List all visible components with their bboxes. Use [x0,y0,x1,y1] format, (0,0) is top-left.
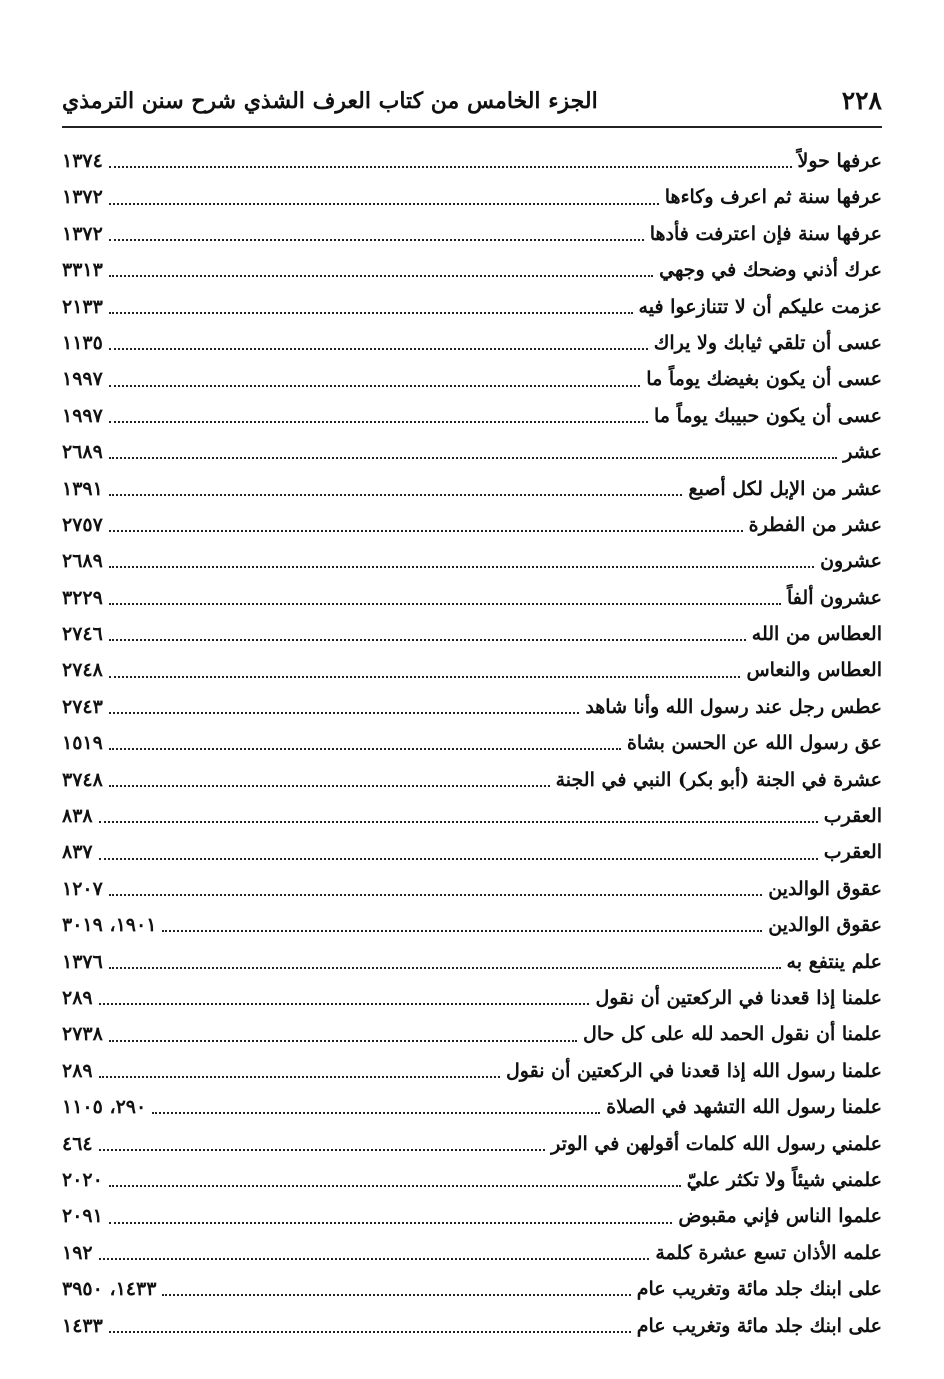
dot-leader [99,1003,590,1005]
entry-text: عزمت عليكم أن لا تتنازعوا فيه [638,295,882,318]
dot-leader [109,676,741,678]
entry-page-refs: ١٩٢ [62,1241,93,1264]
entry-page-refs: ١٣٩١ [62,477,103,500]
index-entry [62,616,882,652]
entry-page-refs: ٢٧٤٣ [62,695,103,718]
entry-page-refs: ٢٩٠، ١١٠٥ [62,1096,147,1119]
index-entry [62,871,882,907]
index-entry [62,471,882,507]
entry-text: على ابنك جلد مائة وتغريب عام [636,1278,882,1301]
entry-page-refs: ١٣٧٦ [62,950,103,973]
entry-page-refs: ١٢٠٧ [62,877,103,900]
dot-leader [109,421,648,423]
dot-leader [109,239,644,241]
entry-text: العقرب [823,841,882,864]
entry-page-refs: ١٣٧٢ [62,222,103,245]
entry-page-refs: ١٩٩٧ [62,404,103,427]
dot-leader [99,1149,545,1151]
dot-leader [152,1112,600,1114]
entry-page-refs: ٨٣٨ [62,805,93,828]
entry-page-refs: ٢٧٣٨ [62,1023,103,1046]
index-entry [62,798,882,834]
entry-page-refs: ٢١٣٣ [62,295,103,318]
entry-text: عرفها حولاً [797,150,882,172]
entry-page-refs: ١١٣٥ [62,331,103,354]
entry-text: علمني رسول الله كلمات أقولهن في الوتر [551,1132,882,1155]
dot-leader [109,1222,673,1224]
dot-leader [109,203,659,205]
entry-text: عشرة في الجنة (أبو بكر) النبي في الجنة [555,768,882,791]
index-entry [62,762,882,798]
index-entry [62,1126,882,1162]
entry-page-refs: ٢٦٨٩ [62,550,103,573]
entry-text: علمني شيئاً ولا تكثر عليّ [686,1168,882,1191]
index-entry [62,179,882,215]
dot-leader [109,530,743,532]
book-title: الجزء الخامس من كتاب العرف الشذي شرح سنن الترمذي [62,88,598,114]
entry-text: على ابنك جلد مائة وتغريب عام [636,1314,882,1337]
entry-text: عشر من الفطرة [748,513,882,536]
dot-leader [109,712,579,714]
dot-leader [109,312,633,314]
index-entry [62,652,882,688]
dot-leader [109,1040,577,1042]
dot-leader [162,1294,630,1296]
entry-page-refs: ٤٦٤ [62,1132,93,1155]
entry-text: العطاس والنعاس [746,659,882,682]
entry-text: علم ينتفع به [786,950,882,973]
index-entry [62,325,882,361]
entry-page-refs: ٢٦٨٩ [62,441,103,464]
entry-page-refs: ٢٠٢٠ [62,1168,103,1191]
index-entry [62,689,882,725]
index-entry [62,1271,882,1307]
index-entry [62,834,882,870]
page-number: ٢٢٨ [841,86,882,115]
entry-text: عق رسول الله عن الحسن بشاة [626,732,882,755]
dot-leader [99,1076,500,1078]
index-entry [62,725,882,761]
entry-page-refs: ٣٣١٣ [62,259,103,282]
dot-leader [109,457,837,459]
index-entry [62,1089,882,1125]
entry-text: عسى أن تلقي ثيابك ولا يراك [653,331,882,354]
dot-leader [109,348,648,350]
entry-text: علموا الناس فإني مقبوض [678,1205,882,1228]
entry-text: عسى أن يكون حبيبك يوماً ما [654,404,882,427]
index-entry [62,1308,882,1344]
entry-page-refs: ١٩٩٧ [62,368,103,391]
entry-text: العطاس من الله [751,623,882,646]
index-entry [62,1162,882,1198]
dot-leader [109,166,792,168]
entry-text: عقوق الوالدين [768,877,882,900]
entry-text: عشر [843,441,882,464]
entry-text: عشرون ألفاً [787,586,882,609]
dot-leader [109,639,746,641]
entry-text: عقوق الوالدين [768,914,882,937]
dot-leader [109,494,683,496]
entry-text: عرفها سنة فإن اعترفت فأدها [649,222,882,245]
entry-text: عرك أذني وضحك في وجهي [659,259,882,282]
entry-page-refs: ٢٨٩ [62,986,93,1009]
index-entry [62,507,882,543]
index-entry [62,1053,882,1089]
index-entry [62,1016,882,1052]
entry-page-refs: ١٥١٩ [62,732,103,755]
index-entry [62,907,882,943]
entry-text: عشر من الإبل لكل أصبع [688,477,882,500]
index-entry [62,1198,882,1234]
index-entry [62,434,882,470]
entry-text: عرفها سنة ثم اعرف وكاءها [664,186,882,209]
dot-leader [109,275,653,277]
dot-leader [99,1258,650,1260]
index-entry [62,1235,882,1271]
entry-page-refs: ١٤٣٣ [62,1314,103,1337]
index-entry [62,361,882,397]
entry-text: عشرون [820,550,882,573]
header-divider [62,126,882,128]
index-entry [62,289,882,325]
index-entry [62,944,882,980]
hadith-index-list [62,143,882,1344]
dot-leader [99,821,818,823]
page-header [62,84,882,128]
entry-page-refs: ٢٧٤٦ [62,623,103,646]
dot-leader [109,967,781,969]
dot-leader [109,1331,631,1333]
entry-text: علمه الأذان تسع عشرة كلمة [655,1241,882,1264]
entry-page-refs: ١٣٧٤ [62,150,103,172]
entry-page-refs: ٢٧٤٨ [62,659,103,682]
index-entry [62,143,882,179]
entry-page-refs: ١٤٣٣، ٣٩٥٠ [62,1278,157,1301]
entry-text: علمنا رسول الله إذا قعدنا في الركعتين أن نقول [506,1059,882,1082]
dot-leader [109,785,550,787]
index-entry [62,252,882,288]
entry-page-refs: ٣٧٤٨ [62,768,103,791]
entry-page-refs: ١٩٠١، ٣٠١٩ [62,914,157,937]
entry-text: عطس رجل عند رسول الله وأنا شاهد [585,695,882,718]
index-entry [62,216,882,252]
dot-leader [109,1185,681,1187]
entry-text: علمنا أن نقول الحمد لله على كل حال [583,1023,882,1046]
entry-text: علمنا رسول الله التشهد في الصلاة [606,1096,882,1119]
dot-leader [109,566,814,568]
dot-leader [109,385,640,387]
entry-text: عسى أن يكون بغيضك يوماً ما [646,368,882,391]
dot-leader [109,603,781,605]
index-entry [62,980,882,1016]
index-entry [62,580,882,616]
index-entry [62,398,882,434]
entry-page-refs: ٣٢٢٩ [62,586,103,609]
dot-leader [162,930,762,932]
entry-page-refs: ٢٠٩١ [62,1205,103,1228]
entry-page-refs: ٢٨٩ [62,1059,93,1082]
entry-page-refs: ٨٣٧ [62,841,93,864]
entry-text: العقرب [823,805,882,828]
entry-page-refs: ٢٧٥٧ [62,513,103,536]
dot-leader [99,858,818,860]
entry-page-refs: ١٣٧٢ [62,186,103,209]
dot-leader [109,748,621,750]
dot-leader [109,894,762,896]
entry-text: علمنا إذا قعدنا في الركعتين أن نقول [595,986,882,1009]
index-entry [62,543,882,579]
